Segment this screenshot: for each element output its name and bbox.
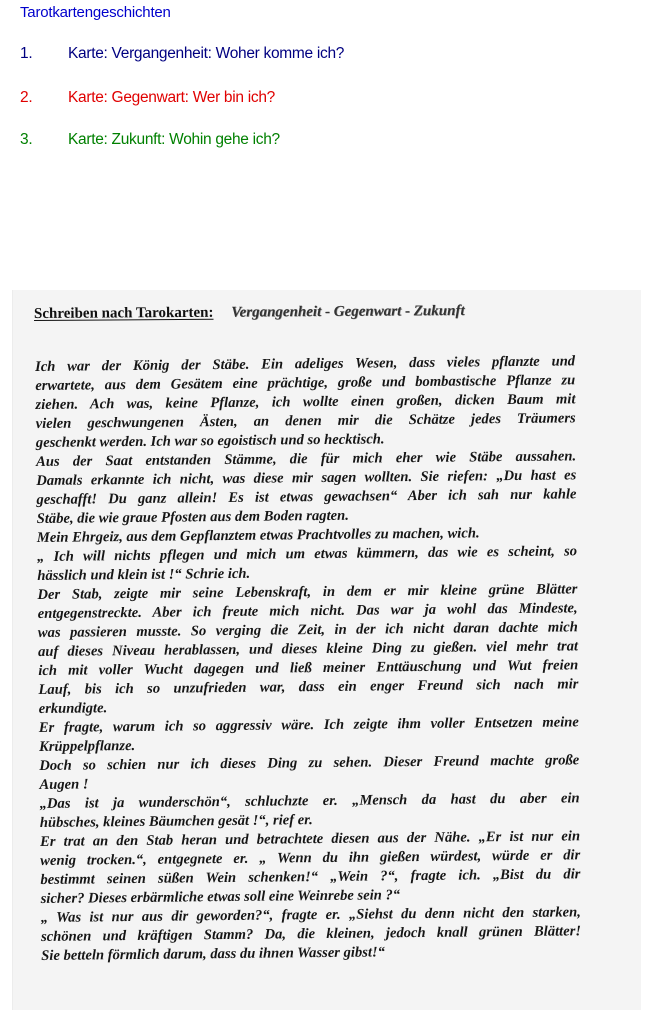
- card-text: Karte: Gegenwart: Wer bin ich?: [68, 89, 275, 106]
- card-text: Karte: Zukunft: Wohin gehe ich?: [68, 131, 280, 148]
- story-line: schönen und kräftigen Stamm? Da, die kleinen, jedoch knall grünen Blätter!: [40, 923, 582, 945]
- story-line: bestimmt seinen süßen Wein schenken!“ „Wein ?“, fragte ich. „Bist du dir: [40, 866, 581, 888]
- story-line: was passieren musste. So verging die Zeit, in der ich nicht daran dachte mich: [37, 619, 578, 641]
- story-line: „ Ich will nichts pflegen und mich um etwas kümmern, das wie es scheint, so: [37, 543, 578, 565]
- story-line: Lauf, bis ich so unzufrieden war, dass ein enger Freund sich nach mir: [38, 676, 579, 698]
- story-line: „ Was ist nur aus dir geworden?“, fragte er. „Siehst du denn nicht den starken,: [40, 904, 581, 926]
- card-number: 2.: [20, 89, 33, 106]
- story-line: entgegenstreckte. Aber ich freute mich nicht. Das war ja wohl das Mindeste,: [37, 600, 578, 622]
- story-line: Stäbe, die wie graue Pfosten aus dem Boden ragten.: [36, 507, 349, 527]
- story-line: „Das ist ja wunderschön“, schluchzte er. „Mensch da hast du aber ein: [39, 790, 580, 812]
- scan-label: Schreiben nach Tarokarten:: [33, 304, 214, 322]
- story-line: vielen geschwungenen Ästen, an denen mir die Schätze jedes Träumers: [35, 410, 576, 432]
- story-line: Der Stab, zeigte mir seine Lebenskraft, in dem er mir kleine grüne Blätter: [37, 581, 578, 603]
- story-line: Er fragte, warum ich so aggressiv wäre. Ich zeigte ihm voller Entsetzen meine: [38, 714, 579, 736]
- story-line: erkundigte.: [38, 700, 108, 717]
- page-title: Tarotkartengeschichten: [20, 4, 171, 21]
- story-line: geschafft! Du ganz allein! Es ist etwas gewachsen“ Aber ich sah nur kahle: [36, 486, 577, 508]
- story-line: Er trat an den Stab heran und betrachtete diesen aus der Nähe. „Er ist nur ein: [39, 828, 581, 850]
- story-line: wenig trocken.“, entgegnete er. „ Wenn du ihn gießen würdest, würde er dir: [40, 847, 581, 869]
- story-line: sicher? Dieses erbärmliche etwas soll eine Weinrebe sein ?“: [40, 887, 401, 907]
- story-line: Aus der Saat entstanden Stämme, die für mich eher wie Stäbe aussahen.: [36, 448, 577, 470]
- story-line: Krüppelpflanze.: [38, 737, 136, 755]
- story-line: hübsches, kleines Bäumchen gesät !“, rief er.: [39, 812, 313, 831]
- story-line: Ich war der König der Stäbe. Ein adeliges Wesen, dass vieles pflanzte und: [35, 353, 576, 375]
- story-line: ziehen. Ach was, keine Pflanze, ich wollte einen großen, dicken Baum mit: [35, 391, 576, 413]
- story-line: erwartete, aus dem Gesätem eine prächtige, große und bombastische Pflanze zu: [35, 372, 576, 394]
- story-line: ich mit voller Wucht dagegen und ließ meiner Enttäuschung und Wut freien: [38, 657, 579, 679]
- story-line: hässlich und klein ist !“ Schrie ich.: [37, 565, 251, 584]
- story-line: Doch so schien nur ich dieses Ding zu sehen. Dieser Freund machte große: [39, 752, 580, 774]
- story-line: Augen !: [39, 776, 89, 793]
- card-text: Karte: Vergangenheit: Woher komme ich?: [68, 45, 345, 62]
- scan-header: [34, 303, 465, 323]
- story-line: Sie betteln förmlich darum, dass du ihnen Wasser gibst!“: [41, 944, 386, 964]
- story-line: Damals erkannte ich nicht, was diese mir sagen wollten. Sie riefen: „Du hast es: [36, 467, 577, 489]
- card-number: 3.: [20, 131, 33, 148]
- story-line: auf dieses Niveau herablassen, und dieses kleine Ding zu gießen. viel mehr trat: [37, 638, 579, 660]
- card-number: 1.: [20, 45, 33, 62]
- story-line: geschenkt werden. Ich war so egoistisch und so hecktisch.: [35, 431, 385, 451]
- scan-subtitle: Vergangenheit - Gegenwart - Zukunft: [231, 302, 465, 321]
- story-text: [35, 352, 581, 966]
- scanned-document: [12, 290, 641, 1010]
- story-line: Mein Ehrgeiz, aus dem Gepflanztem etwas Prachtvolles zu machen, wich.: [36, 525, 480, 546]
